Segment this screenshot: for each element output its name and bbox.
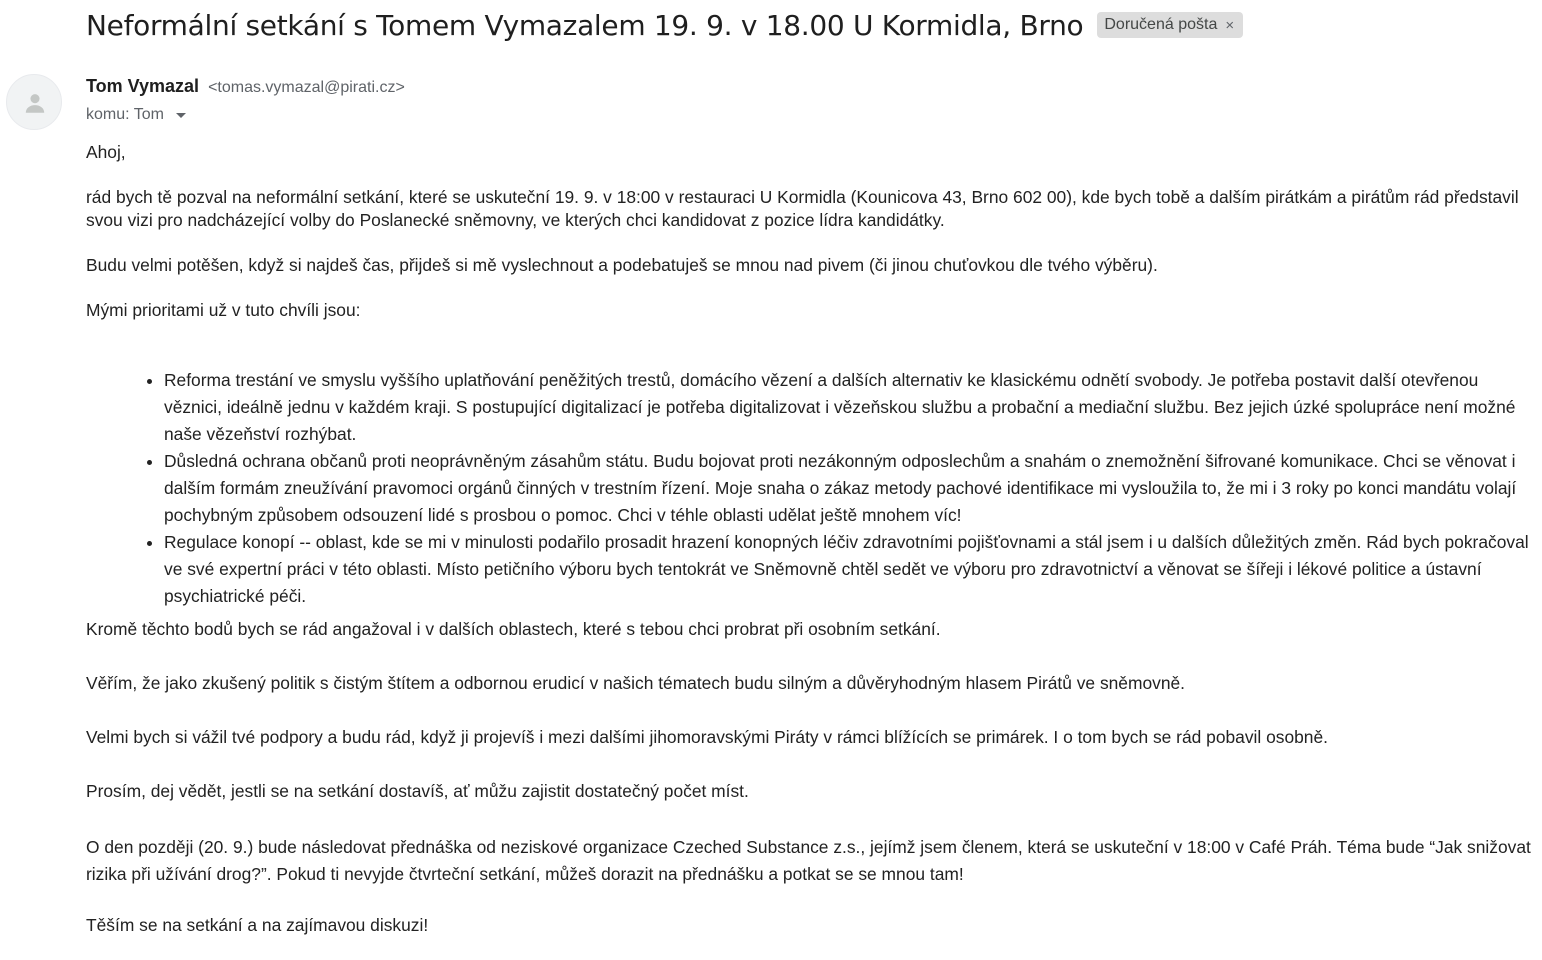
avatar[interactable] — [6, 74, 62, 130]
list-item: • Důsledná ochrana občanů proti neoprávněným zásahům státu. Budu bojovat proti nezákonným odposlechům a snahám o znemožnění šifrované komunikace. Chci se věnovat i dalším formám zneužívání pravomoci orgánů činných v trestním řízení. Moje snaha o zákaz metody pachové identifikace mi vysloužila to, že mi i 3 roky po konci mandátu volají pochybným způsobem odsouzení lidé s prosbou o pomoc. Chci v téhle oblasti udělat ještě mnohem víc! — [164, 448, 1536, 529]
list-item: • Reforma trestání ve smyslu vyššího uplatňování peněžitých trestů, domácího vězení a dalších alternativ ke klasickému odnětí svobody. Je potřeba postavit další otevřenou věznici, ideálně jednu v každém kraji. S postupující digitalizací je potřeba digitalizovat i vězeňskou službu a probační a mediační službu. Bez jejich úzké spolupráce není možné naše vězeňství rozhýbat. — [164, 367, 1536, 448]
email-body — [86, 141, 1536, 937]
body-paragraph: Kromě těchto bodů bych se rád angažoval i v dalších oblastech, které s tebou chci probrat při osobním setkání. — [86, 619, 941, 639]
body-paragraph: Mými prioritami už v tuto chvíli jsou: — [86, 300, 361, 320]
sender-name[interactable]: Tom Vymazal — [86, 76, 200, 96]
recipient-line — [86, 106, 186, 124]
label-chip-text: Doručená pošta — [1104, 16, 1218, 33]
body-paragraph: Věřím, že jako zkušený politik s čistým štítem a odbornou erudicí v našich tématech budu silným a důvěryhodným hlasem Pirátů ve sněmovně. — [86, 673, 1186, 693]
label-chip-inbox[interactable] — [1097, 12, 1243, 38]
sender-email: <tomas.vymazal@pirati.cz> — [208, 79, 405, 96]
closing-line: Těším se na setkání a na zajímavou diskuzi! — [86, 915, 429, 935]
person-icon — [22, 90, 48, 116]
priorities-list — [86, 367, 1536, 610]
body-paragraph: Budu velmi potěšen, když si najdeš čas, přijdeš si mě vyslechnout a podebatuješ se mnou nad pivem (či jinou chuťovkou dle tvého výběru). — [86, 255, 1158, 275]
show-details-chevron-icon[interactable] — [176, 113, 186, 118]
body-paragraph: Velmi bych si vážil tvé podpory a budu rád, když ji projevíš i mezi dalšími jihomoravskými Piráty v rámci blížících se primárek. I o tom bych se rád pobavil osobně. — [86, 727, 1328, 747]
remove-label-icon[interactable]: × — [1225, 16, 1235, 34]
list-item: • Regulace konopí -- oblast, kde se mi v minulosti podařilo prosadit hrazení konopných léčiv zdravotními pojišťovnami a stál jsem i u dalších důležitých změn. Rád bych pokračoval ve své expertní práci v této oblasti. Místo petičního výboru bych tentokrát ve Sněmovně chtěl sedět ve výboru pro zdravotnictví a věnovat se šířeji i lékové politice a ústavní psychiatrické péči. — [164, 529, 1536, 610]
email-subject: Neformální setkání s Tomem Vymazalem 19. 9. v 18.00 U Kormidla, Brno — [86, 8, 1084, 42]
greeting: Ahoj, — [86, 142, 126, 162]
body-paragraph: rád bych tě pozval na neformální setkání, které se uskuteční 19. 9. v 18:00 v restauraci U Kormidla (Kounicova 43, Brno 602 00), kde bych tobě a dalším pirátkám a pirátům rád představil svou vizi pro nadcházející volby do Poslanecké sněmovny, ve kterých chci kandidovat z pozice lídra kandidátky. — [86, 187, 1519, 230]
sender-line — [86, 76, 405, 97]
subject-row — [86, 2, 1522, 48]
recipient-text: komu: Tom — [86, 106, 164, 123]
body-paragraph: O den později (20. 9.) bude následovat přednáška od neziskové organizace Czeched Substance z.s., jejímž jsem členem, která se uskuteční v 18:00 v Café Práh. Téma bude “Jak snižovat rizika při užívání drog?”. Pokud ti nevyjde čtvrteční setkání, můžeš dorazit na přednášku a potkat se se mnou tam! — [86, 837, 1531, 884]
body-paragraph: Prosím, dej vědět, jestli se na setkání dostavíš, ať můžu zajistit dostatečný počet míst. — [86, 781, 749, 801]
